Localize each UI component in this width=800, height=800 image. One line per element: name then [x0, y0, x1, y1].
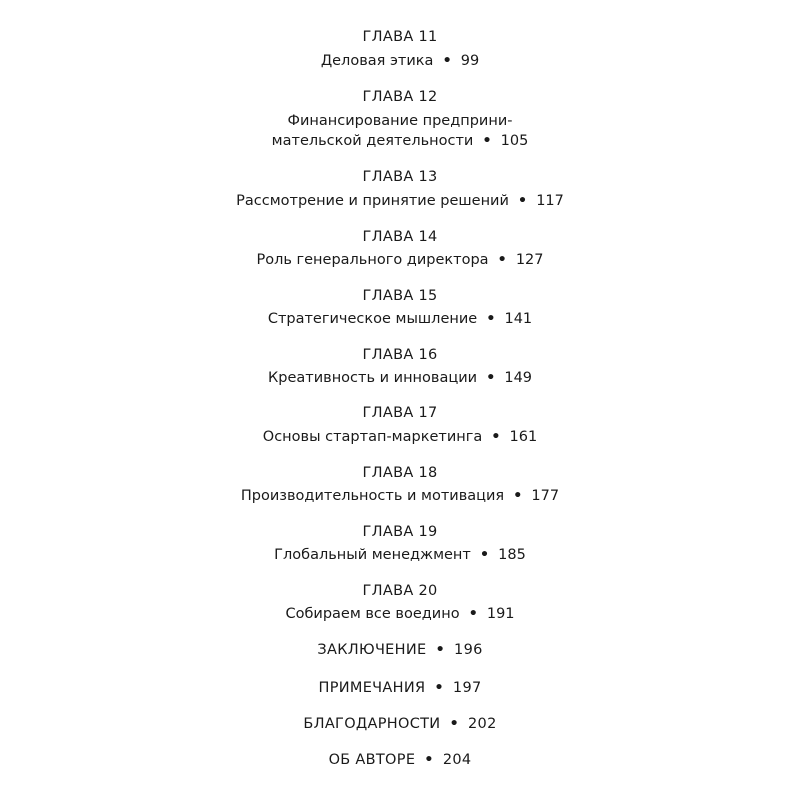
page-number: 141	[504, 311, 533, 327]
separator-dot: •	[434, 680, 444, 696]
separator-dot: •	[442, 53, 452, 69]
chapter-heading: ГЛАВА 20	[362, 583, 438, 599]
chapter-heading: ГЛАВА 15	[362, 288, 438, 304]
entry-title: Собираем все воедино	[285, 606, 460, 622]
entry-title: Основы стартап-маркетинга	[262, 429, 483, 445]
section-title: ОБ АВТОРЕ	[328, 752, 416, 768]
separator-dot: •	[449, 716, 460, 732]
page-number: 204	[442, 752, 472, 768]
separator-dot: •	[468, 606, 478, 622]
entry-title: Роль генерального директора	[256, 252, 489, 268]
toc-entry	[0, 192, 800, 210]
separator-dot: •	[479, 547, 490, 563]
toc-entry	[0, 369, 800, 387]
toc-entry	[0, 428, 800, 446]
entry-title: Деловая этика	[320, 53, 434, 69]
entry-title: Глобальный менеджмент	[274, 547, 471, 563]
page-number: 197	[452, 680, 482, 696]
separator-dot: •	[497, 252, 507, 268]
separator-dot: •	[491, 429, 501, 445]
page-number: 202	[468, 716, 497, 732]
page-number: 191	[486, 606, 515, 622]
page-number: 117	[536, 193, 564, 209]
separator-dot: •	[513, 488, 523, 504]
entry-title: Производительность и мотивация	[240, 488, 505, 504]
toc-section-entry	[0, 751, 800, 769]
chapter-heading: ГЛАВА 18	[362, 465, 438, 481]
entry-title: мательской деятельности	[271, 133, 474, 149]
chapter-heading: ГЛАВА 14	[362, 229, 438, 245]
page-number: 196	[454, 642, 483, 658]
section-title: ПРИМЕЧАНИЯ	[318, 680, 426, 696]
toc-entry	[0, 546, 800, 564]
entry-title-line: Финансирование предприни-	[287, 113, 513, 129]
separator-dot: •	[424, 752, 434, 768]
toc-entry	[0, 605, 800, 623]
toc-section-entry	[0, 679, 800, 697]
page-number: 161	[509, 429, 538, 445]
entry-title: Стратегическое мышление	[267, 311, 478, 327]
section-title: ЗАКЛЮЧЕНИЕ	[317, 642, 427, 658]
chapter-heading: ГЛАВА 16	[362, 347, 438, 363]
separator-dot: •	[435, 642, 446, 658]
section-title: БЛАГОДАРНОСТИ	[303, 716, 441, 732]
toc-entry	[0, 132, 800, 150]
page-number: 99	[460, 53, 480, 69]
entry-title: Креативность и инновации	[267, 370, 478, 386]
page-number: 105	[500, 133, 529, 149]
chapter-heading: ГЛАВА 11	[362, 29, 438, 45]
toc-entry	[0, 251, 800, 269]
separator-dot: •	[486, 370, 496, 386]
page-number: 177	[531, 488, 560, 504]
toc-section-entry	[0, 641, 800, 659]
toc-entry	[0, 52, 800, 70]
page-number: 185	[498, 547, 526, 563]
toc-section-entry	[0, 715, 800, 733]
separator-dot: •	[486, 311, 496, 327]
separator-dot: •	[517, 193, 528, 209]
chapter-heading: ГЛАВА 12	[362, 89, 438, 105]
separator-dot: •	[482, 133, 492, 149]
page-number: 149	[504, 370, 533, 386]
chapter-heading: ГЛАВА 13	[362, 169, 438, 185]
chapter-heading: ГЛАВА 19	[362, 524, 438, 540]
toc-entry	[0, 310, 800, 328]
page-number: 127	[515, 252, 544, 268]
entry-title: Рассмотрение и принятие решений	[236, 193, 509, 209]
chapter-heading: ГЛАВА 17	[362, 405, 438, 421]
toc-entry	[0, 487, 800, 505]
